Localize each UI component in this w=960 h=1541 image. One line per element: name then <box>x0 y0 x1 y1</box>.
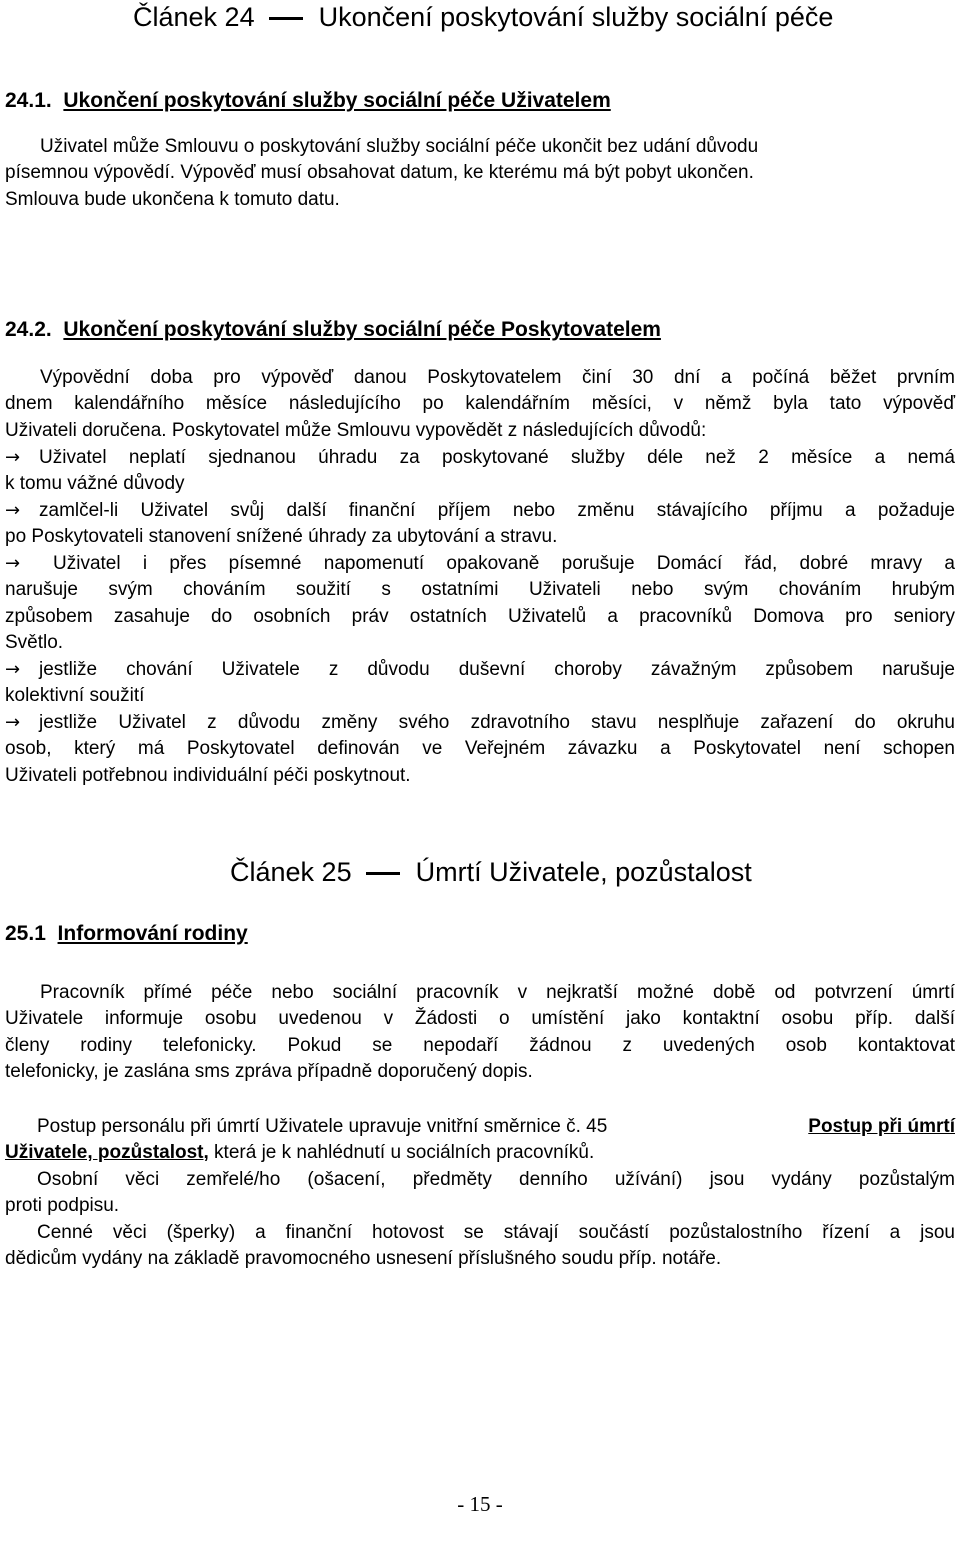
paragraph-text: která je k nahlédnutí u sociálních pracovníků. <box>208 1142 595 1163</box>
paragraph-line: dědicům vydány na základě pravomocného usnesení příslušného soudu příp. notáře. <box>5 1248 722 1269</box>
paragraph-line: písemnou výpovědí. Výpověď musí obsahovat datum, ke kterému má být pobyt ukončen. <box>5 162 754 183</box>
bullet-item <box>5 551 955 577</box>
paragraph-line: Smlouva bude ukončena k tomuto datu. <box>5 189 340 210</box>
bullet-text: jestliže Uživatel z důvodu změny svého zdravotního stavu nesplňuje zařazení do okruhu <box>39 712 955 733</box>
paragraph-line <box>37 1114 955 1140</box>
bullet-continuation: osob, který má Poskytovatel definován ve Veřejném závazku a Poskytovatel není schopen <box>5 738 955 759</box>
bullet-continuation: po Poskytovateli stanovení snížené úhrady za ubytování a stravu. <box>5 526 558 547</box>
arrow-right-icon: → <box>5 447 21 468</box>
bullet-continuation: narušuje svým chováním soužití s ostatními Uživateli nebo svým chováním hrubým <box>5 579 955 600</box>
bullet-item <box>5 498 955 524</box>
paragraph-line <box>5 1140 955 1166</box>
section-title: Informování rodiny <box>57 922 248 945</box>
bullet-continuation: způsobem zasahuje do osobních práv ostatních Uživatelů a pracovníků Domova pro seniory <box>5 606 955 627</box>
paragraph-line: telefonicky, je zaslána sms zpráva případně doporučený dopis. <box>5 1061 533 1082</box>
section-title: Ukončení poskytování služby sociální péče Poskytovatelem <box>63 318 661 341</box>
section-24-1-heading <box>5 89 611 113</box>
bullet-text: jestliže chování Uživatele z důvodu duševní choroby závažným způsobem narušuje <box>39 659 955 680</box>
article-number: Článek 24 <box>133 2 255 32</box>
paragraph-line: Uživateli doručena. Poskytovatel může Smlouvu vypovědět z následujících důvodů: <box>5 420 707 441</box>
section-number: 25.1 <box>5 922 46 945</box>
paragraph-line: Uživatel může Smlouvu o poskytování služby sociální péče ukončit bez udání důvodu <box>40 136 759 157</box>
directive-link[interactable]: Postup při úmrtí <box>808 1116 955 1137</box>
paragraph-text: Postup personálu při úmrtí Uživatele upravuje vnitřní směrnice č. 45 <box>37 1116 608 1137</box>
bullet-text: zamlčel-li Uživatel svůj další finanční příjem nebo změnu stávajícího příjmu a požaduje <box>39 500 955 521</box>
bullet-text: Uživatel i přes písemné napomenutí opakovaně porušuje Domácí řád, dobré mravy a <box>53 553 955 574</box>
directive-link[interactable]: Uživatele, pozůstalost, <box>5 1142 209 1163</box>
paragraph-line: Výpovědní doba pro výpověď danou Poskytovatelem činí 30 dní a počíná běžet prvním <box>40 367 955 388</box>
arrow-right-icon: → <box>5 712 21 733</box>
bullet-continuation: Světlo. <box>5 632 64 653</box>
paragraph-line: Cenné věci (šperky) a finanční hotovost se stávají součástí pozůstalostního řízení a jsou <box>37 1222 955 1243</box>
paragraph-line: proti podpisu. <box>5 1195 120 1216</box>
bullet-item <box>5 710 955 736</box>
arrow-right-icon: → <box>5 553 21 574</box>
bullet-item <box>5 657 955 683</box>
bullet-item <box>5 445 955 471</box>
section-25-1-heading <box>5 922 248 946</box>
bullet-continuation: k tomu vážné důvody <box>5 473 185 494</box>
paragraph-line: Osobní věci zemřelé/ho (ošacení, předměty denního užívání) jsou vydány pozůstalým <box>37 1169 955 1190</box>
arrow-right-icon: → <box>5 500 21 521</box>
section-number: 24.2. <box>5 318 52 341</box>
article-25-heading <box>230 857 752 888</box>
arrow-right-icon: → <box>5 659 21 680</box>
article-title: Ukončení poskytování služby sociální péče <box>318 2 834 32</box>
article-title: Úmrtí Uživatele, pozůstalost <box>415 857 752 887</box>
dash-separator <box>269 17 303 20</box>
paragraph-line: dnem kalendářního měsíce následujícího po kalendářním měsíci, v němž byla tato výpověď <box>5 393 955 414</box>
dash-separator <box>366 872 400 875</box>
paragraph-line: Pracovník přímé péče nebo sociální pracovník v nejkratší možné době od potvrzení úmrtí <box>40 982 955 1003</box>
section-24-2-heading <box>5 318 661 342</box>
bullet-continuation: Uživateli potřebnou individuální péči poskytnout. <box>5 765 411 786</box>
page-number: - 15 - <box>457 1492 503 1516</box>
section-number: 24.1. <box>5 89 52 112</box>
paragraph-line: členy rodiny telefonicky. Pokud se nepodaří žádnou z uvedených osob kontaktovat <box>5 1035 955 1056</box>
paragraph-line: Uživatele informuje osobu uvedenou v Žádosti o umístění jako kontaktní osobu příp. další <box>5 1008 955 1029</box>
bullet-text: Uživatel neplatí sjednanou úhradu za poskytované služby déle než 2 měsíce a nemá <box>39 447 955 468</box>
section-title: Ukončení poskytování služby sociální péče Uživatelem <box>63 89 611 112</box>
article-number: Článek 25 <box>230 857 352 887</box>
article-24-heading <box>133 2 833 33</box>
bullet-continuation: kolektivní soužití <box>5 685 145 706</box>
